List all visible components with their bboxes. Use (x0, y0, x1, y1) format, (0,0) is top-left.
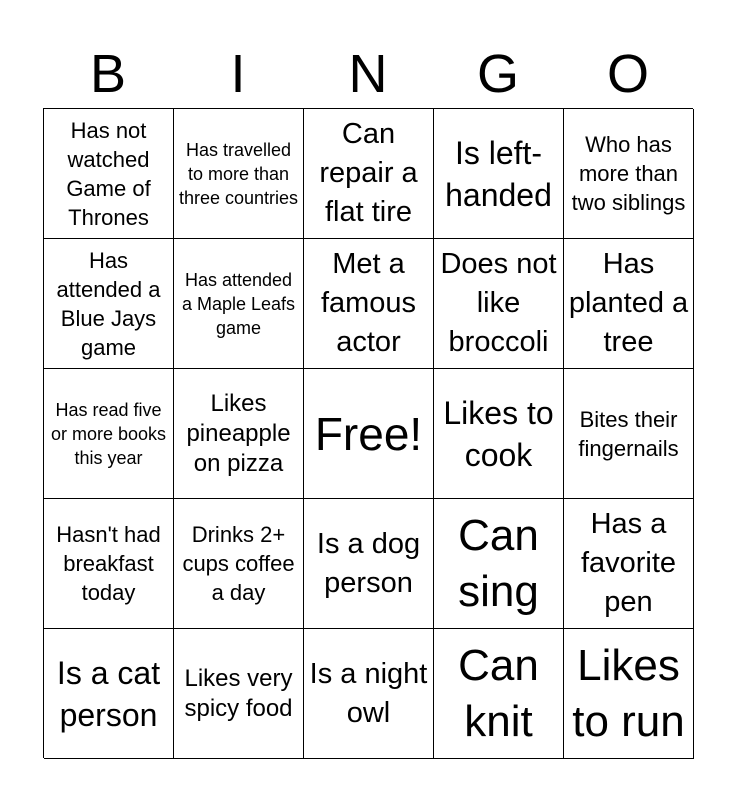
cell-text: Is a dog person (316, 527, 421, 599)
cell-text: Bites their fingernails (578, 406, 679, 461)
bingo-cell[interactable] (564, 369, 694, 499)
bingo-cell[interactable] (44, 239, 174, 369)
cell-text: Likes to run (572, 640, 685, 746)
cell-text: Likes pineapple on pizza (186, 389, 291, 477)
cell-text: Has travelled to more than three countries (178, 139, 299, 208)
bingo-cell[interactable] (564, 499, 694, 629)
header-letter-i: I (230, 44, 246, 104)
cell-text: Has attended a Maple Leafs game (181, 269, 296, 338)
bingo-cell[interactable] (174, 629, 304, 759)
cell-text: Has not watched Game of Thrones (66, 117, 151, 230)
cell-text: Can knit (458, 640, 539, 746)
bingo-cell-free[interactable] (304, 369, 434, 499)
cell-text: Has a favorite pen (580, 508, 677, 618)
bingo-cell[interactable] (434, 629, 564, 759)
cell-text: Can repair a flat tire (319, 118, 418, 228)
cell-text: Can sing (458, 510, 539, 616)
bingo-cell[interactable] (44, 629, 174, 759)
cell-text: Has attended a Blue Jays game (56, 247, 161, 360)
cell-text: Hasn't had breakfast today (56, 522, 161, 605)
bingo-cell[interactable] (44, 499, 174, 629)
header-letter-g: G (476, 44, 519, 104)
bingo-cell[interactable] (564, 109, 694, 239)
cell-text: Is a cat person (56, 654, 161, 733)
bingo-cell[interactable] (434, 239, 564, 369)
bingo-cell[interactable] (304, 109, 434, 239)
bingo-cell[interactable] (434, 109, 564, 239)
bingo-cell[interactable] (174, 499, 304, 629)
bingo-grid (43, 108, 693, 758)
cell-text: Is left-handed (445, 134, 552, 213)
cell-text: Met a famous actor (320, 248, 417, 358)
bingo-cell[interactable] (174, 369, 304, 499)
bingo-cell[interactable] (44, 369, 174, 499)
cell-text: Drinks 2+ cups coffee a day (182, 522, 295, 605)
bingo-cell[interactable] (434, 499, 564, 629)
bingo-cell[interactable] (304, 239, 434, 369)
bingo-cell[interactable] (174, 109, 304, 239)
cell-text: Likes to cook (443, 394, 554, 473)
cell-text: Is a night owl (309, 657, 428, 729)
header-letter-b: B (89, 44, 127, 104)
cell-text: Free! (314, 407, 423, 460)
bingo-header (43, 40, 693, 108)
bingo-cell[interactable] (564, 239, 694, 369)
cell-text: Does not like broccoli (440, 248, 557, 358)
bingo-cell[interactable] (434, 369, 564, 499)
cell-text: Who has more than two siblings (571, 132, 686, 215)
cell-text: Has read five or more books this year (50, 399, 167, 468)
bingo-cell[interactable] (174, 239, 304, 369)
bingo-cell[interactable] (564, 629, 694, 759)
bingo-cell[interactable] (304, 499, 434, 629)
cell-text: Likes very spicy food (184, 664, 293, 722)
header-letter-o: O (606, 44, 649, 104)
header-letter-n: N (348, 44, 388, 104)
bingo-cell[interactable] (44, 109, 174, 239)
bingo-cell[interactable] (304, 629, 434, 759)
cell-text: Has planted a tree (568, 248, 689, 358)
